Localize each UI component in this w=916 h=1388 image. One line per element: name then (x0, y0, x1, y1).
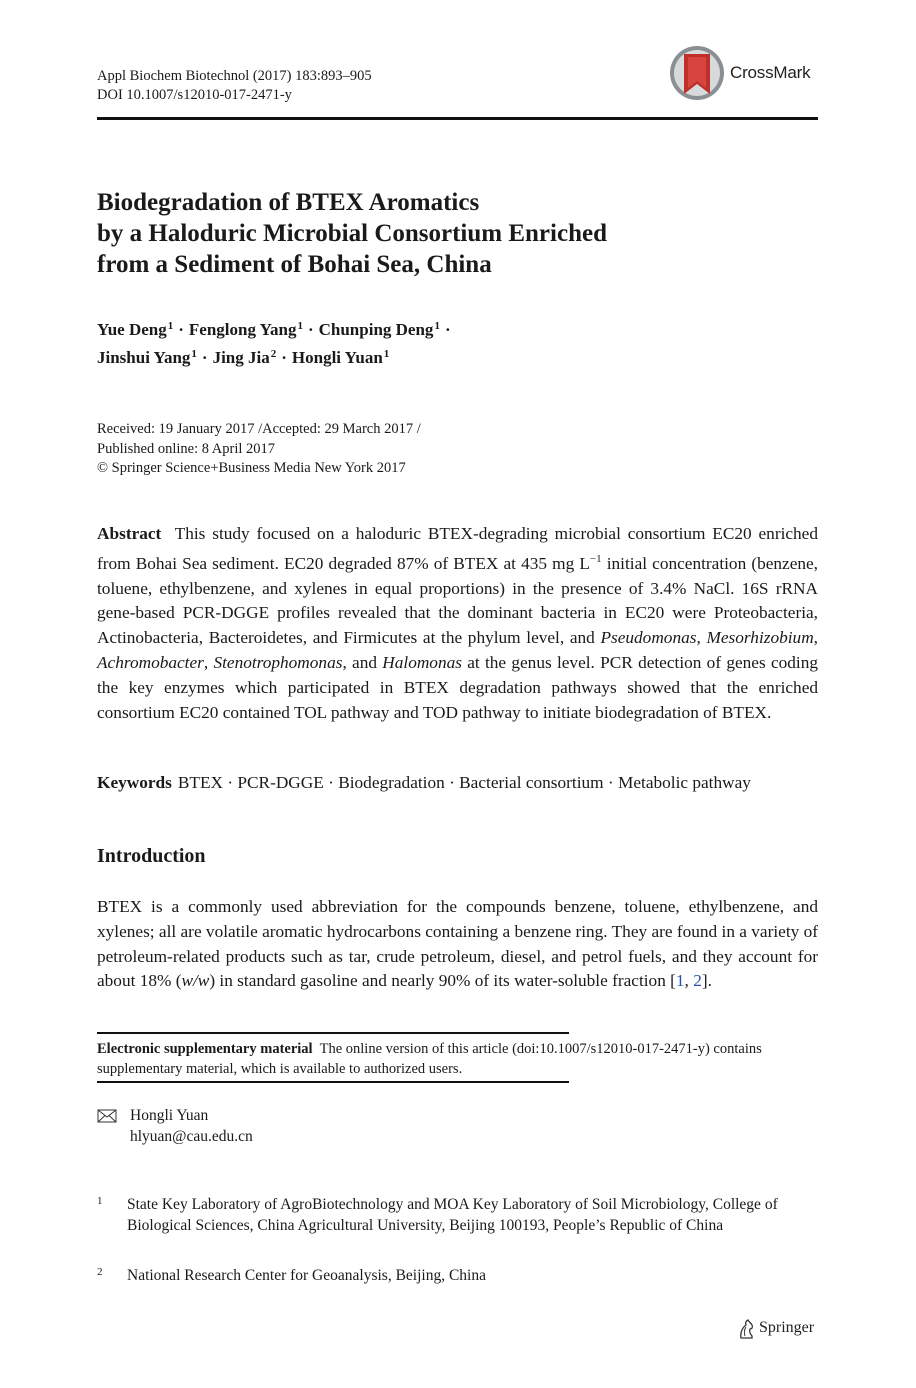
crossmark-icon (668, 44, 728, 104)
author-affiliation-ref: 2 (270, 348, 277, 360)
author-name[interactable]: Yue Deng (97, 320, 167, 339)
publication-dates (97, 420, 818, 479)
title-line-1: Biodegradation of BTEX Aromatics (97, 189, 480, 216)
article-title (97, 187, 737, 280)
author-name[interactable]: Fenglong Yang (188, 320, 297, 339)
publisher-name: Springer (759, 1319, 815, 1336)
supplementary-note (97, 1039, 818, 1079)
author-separator: · (307, 320, 314, 339)
author-affiliation-ref: 1 (383, 348, 390, 360)
abstract-text-1: This study focused on a haloduric BTEX-degrading microbial consortium EC20 enriched from Bohai Sea sediment. EC20 degraded 87% of BTEX at 435 mg L (97, 524, 818, 573)
affiliation-text: State Key Laboratory of AgroBiotechnology and MOA Key Laboratory of Soil Microbiology, College of Biological Sciences, China Agricultural University, Beijing 100193, People’s Republic of China (127, 1196, 778, 1234)
genus-name: Achromobacter (97, 652, 204, 672)
supplementary-text: The online version of this article (doi:10.1007/s12010-017-2471-y) contains supplementary material, which is available to authorized users. (97, 1041, 762, 1077)
citation-separator: , (684, 971, 694, 991)
citation-link-1[interactable]: 1 (675, 971, 685, 991)
corresponding-author-name: Hongli Yuan (130, 1107, 209, 1124)
abstract-separator: , (203, 652, 214, 672)
article-doi[interactable]: DOI 10.1007/s12010-017-2471-y (97, 87, 292, 103)
author-name[interactable]: Chunping Deng (318, 320, 434, 339)
genus-name: Pseudomonas (600, 628, 697, 648)
springer-horse-icon (737, 1318, 757, 1340)
author-name[interactable]: Hongli Yuan (291, 348, 383, 367)
keywords (97, 771, 837, 795)
abstract-label: Abstract (97, 524, 162, 543)
abstract-exponent: −1 (589, 552, 602, 565)
journal-citation: Appl Biochem Biotechnol (2017) 183:893–905 (97, 68, 372, 84)
abstract-text-2: initial concentration (benzene, toluene, ethylbenzene, and xylenes in equal proportions) in the presence of 3.4% NaCl. 16S rRNA gene-based PCR-DGGE profiles revealed that the dominant bacteria in EC20 were Proteobacteria, Actinobacteria, Bacteroidetes, and Firmicutes at the phylum level, and (97, 553, 819, 648)
author-name[interactable]: Jing Jia (212, 348, 270, 367)
citation-link-2[interactable]: 2 (693, 971, 702, 991)
springer-logo (737, 1318, 827, 1342)
author-separator: · (178, 320, 184, 339)
crossmark-label: CrossMark (730, 63, 811, 82)
intro-text-1: BTEX is a commonly used abbreviation for the compounds benzene, toluene, ethylbenzene, and xylenes; all are volatile aromatic hydrocarbons containing a benzene ring. They are found in a variety of petroleum-related products such as tar, crude petroleum, diesel, and petrol fuels, and they account for about 18% ( (97, 897, 818, 991)
keywords-label: Keywords (97, 773, 172, 792)
abstract (97, 522, 818, 725)
genus-name: Stenotrophomonas (213, 652, 343, 672)
author-separator: · (444, 320, 451, 339)
envelope-icon (97, 1109, 117, 1123)
crossmark-badge[interactable] (668, 44, 820, 102)
affiliation-1 (97, 1195, 822, 1236)
keywords-text: BTEX · PCR-DGGE · Biodegradation · Bacterial consortium · Metabolic pathway (177, 773, 751, 792)
published-online-date: Published online: 8 April 2017 (97, 440, 276, 457)
author-name[interactable]: Jinshui Yang (97, 348, 191, 367)
abstract-separator: , and (342, 652, 383, 672)
author-affiliation-ref: 1 (191, 348, 197, 360)
introduction-paragraph (97, 895, 818, 994)
author-affiliation-ref: 1 (434, 320, 440, 332)
abstract-text-3: at the genus level. PCR detection of genes coding the key enzymes which participated in BTEX degradation pathways showed that the enriched consortium EC20 contained TOL pathway and TOD pathway to initiate biodegradation of BTEX. (97, 652, 818, 722)
supplementary-label: Electronic supplementary material (97, 1041, 313, 1057)
author-line-2 (97, 342, 818, 370)
title-line-2: by a Haloduric Microbial Consortium Enriched (97, 220, 607, 247)
affiliation-number: 2 (97, 1266, 103, 1278)
author-list (97, 314, 818, 370)
author-line-1 (97, 314, 818, 342)
author-separator: · (281, 348, 287, 367)
author-separator: · (201, 348, 208, 367)
header-rule (97, 117, 818, 120)
copyright-line: © Springer Science+Business Media New York 2017 (97, 460, 406, 476)
intro-text-3: ]. (701, 971, 712, 991)
abstract-separator: , (813, 628, 818, 648)
corresponding-author-email[interactable]: hlyuan@cau.edu.cn (130, 1128, 253, 1145)
affiliation-text: National Research Center for Geoanalysis, Beijing, China (127, 1267, 486, 1284)
abstract-separator: , (696, 628, 707, 648)
intro-ww: w/w (181, 971, 210, 991)
author-affiliation-ref: 1 (297, 320, 303, 332)
title-line-3: from a Sediment of Bohai Sea, China (97, 251, 492, 278)
corresponding-author (97, 1105, 497, 1147)
genus-name: Halomonas (382, 652, 462, 672)
author-affiliation-ref: 1 (167, 320, 174, 332)
received-accepted-dates: Received: 19 January 2017 /Accepted: 29 March 2017 / (97, 421, 421, 437)
supplementary-rule-bottom (97, 1081, 569, 1083)
introduction-heading: Introduction (97, 845, 206, 867)
genus-name: Mesorhizobium (706, 628, 814, 648)
intro-text-2: ) in standard gasoline and nearly 90% of its water-soluble fraction [ (209, 971, 676, 991)
affiliation-number: 1 (97, 1195, 103, 1207)
supplementary-rule-top (97, 1032, 569, 1034)
affiliation-2 (97, 1266, 822, 1287)
